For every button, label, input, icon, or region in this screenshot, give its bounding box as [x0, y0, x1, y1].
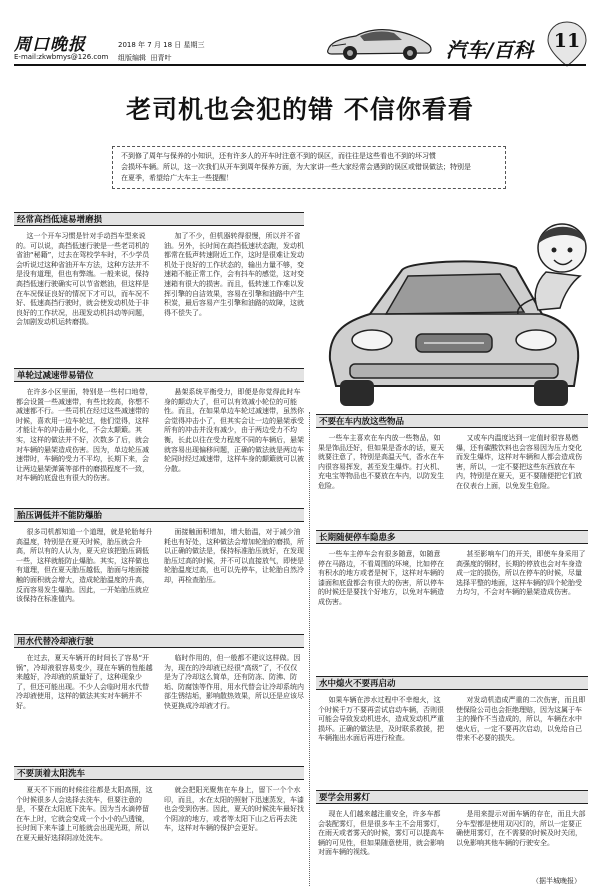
paragraph: 甚至影响车门的开关，即使车身采用了高强度的钢材，长期的停放也会对车身造成一定的损伤，所以在停车的时候，尽量选择平整的地面，这样车辆的四个轮胎受力均匀，不会对车辆的悬架造成伤害。: [456, 550, 586, 597]
section-3-column-right: [164, 528, 304, 626]
lead-line: 会损坏车辆。所以，这一次我们从开车到周年保养方面，为大家讲一些大家经常会遇到的误区或错误做法；特别是: [121, 163, 471, 171]
section-7-column-left: [318, 550, 446, 668]
newspaper-name: 周口晚报: [14, 35, 86, 55]
paragraph: 在过去，夏天车辆开的时间长了容易“开锅”，冷却液很容易变少，现在车辆的性能越来越好，冷却液的质量好了，这种现象少了，但还可能出现。不少人会临时用水代替冷却液使用，这样的做法其实对车辆并不好。: [16, 654, 153, 710]
section-3-column-left: [16, 528, 154, 626]
section-heading-3: 胎压调低并不能防爆胎: [14, 508, 304, 522]
editor-label: 组版编辑: [118, 54, 146, 62]
editor-name: 田青叶: [150, 54, 172, 62]
paragraph: 一些车主停车会有很多随意，如随意停在马路边，不看周围的环境，比如停在有积水的地方或者是树下，这样对车辆的漆面和底盘都会有很大的伤害，所以停车的时候还是要找个好地方，以免对车辆造成伤害。: [318, 550, 444, 606]
section-heading-5: 不要顶着太阳洗车: [14, 766, 304, 780]
section-5-column-right: [164, 786, 304, 884]
section-heading-6: 不要在车内放这些物品: [316, 414, 588, 428]
section-8-column-left: [318, 696, 446, 782]
article-source: （据半城晚报）: [532, 877, 581, 885]
section-9-column-right: [456, 810, 588, 874]
paragraph: 现在人们越来越注重安全，许多车都会装配雾灯，但是很多车主不会用雾灯，在雨天或者雾天的时候，雾灯可以提高车辆的可见性，但如果随意使用，就会影响对面车辆的视线。: [318, 810, 444, 857]
headline: 老司机也会犯的错 不信你看看: [126, 95, 474, 124]
paragraph: 加了不少，但机器转得很慢，所以并不省油。另外，长时间在高挡低速状态跑，发动机都常在低声转速附近工作，这时是很难让发动机处于良好的工作状态的，输出力量不够，变速箱不能正常工作，会有抖车的感觉，这对变速箱有很大的损害。而且，低转速工作难以发挥引擎的自洁效果，容易在引擎和油路中产生积炭，最后容易产生引擎和油路的故障，这就得不偿失了。: [164, 232, 304, 317]
section-2-column-left: [16, 388, 154, 500]
paragraph: 悬架系统平衡受力，即便是你觉得此时车身的颠动大了，但可以有效减小轮位的可能性。而且，在如果单边车轮过减速带，虽然你会觉得冲击小了，但其实会让一边的悬架承受所有的冲击并没有减少，由于两边受力不均衡，长此以往在受力程度不同的车辆后，悬架就容易出现偏移问题，正确的做法就是两边车轮同时经过减速带，这样车身的颠簸就可以被分散。: [164, 388, 304, 473]
car-driver-illustration: [310, 210, 596, 412]
paragraph: 面接触面积增加，增大胎温，对于减少油耗也有好处，这种做法会增加轮胎的磨损，所以正确的做法是，保持标准胎压就好，在发现胎压过高的时候，并不可以直接放气，即使是轮胎温度过高，也可以先停车，让轮胎自然冷却，再检查胎压。: [164, 528, 304, 584]
section-2-column-right: [164, 388, 304, 500]
section-1-column-left: [16, 232, 154, 356]
paragraph: 夏天不下雨的时候往往都是太阳高照，这个时候很多人会选择去洗车，但要注意的是，不要在太阳底下洗车。因为当水滴停留在车上时，它就会变成一个小小的凸透镜，长时间下来车漆上可能就会出现光斑，所以在夏天最好选择阴凉处洗车。: [16, 786, 153, 842]
lead-paragraph: [112, 146, 506, 189]
page-number: 11: [553, 30, 581, 52]
lead-line: 在夏季，希望给广大车主一些提醒！: [121, 174, 233, 182]
section-7-column-right: [456, 550, 588, 668]
section-1-column-right: [164, 232, 304, 356]
paragraph: 就会把阳光聚焦在车身上，留下一个个水印，而且，水在太阳的照射下迅速蒸发，车漆也会受到伤害。因此，夏天的时候洗车最好找个阴凉的地方，或者等太阳下山之后再去洗车，这样对车辆的保护会更好。: [164, 786, 304, 833]
section-9-column-left: [318, 810, 446, 884]
section-heading-2: 单轮过减速带易错位: [14, 368, 304, 382]
section-8-column-right: [456, 696, 588, 782]
section-heading-8: 水中熄火不要再启动: [316, 676, 588, 690]
sports-car-icon: [322, 22, 434, 62]
paragraph: 如果车辆在涉水过程中不幸熄火，这个时候千万不要再尝试启动车辆，否则很可能会导致发动机进水，造成发动机严重损坏。正确的做法是，及时联系救援，把车辆拖出水面后再进行检查。: [318, 696, 444, 743]
weekday-text: 星期三: [183, 41, 205, 49]
section-6-column-right: [456, 434, 588, 522]
column-divider: [309, 412, 310, 886]
section-title: 汽车/百科: [446, 38, 534, 62]
paragraph: 是用来提示对面车辆的存在，而且大部分车型都是使用双闪灯的，所以一定要正确使用雾灯，在不需要的时候及时关闭，以免影响其他车辆的行驶安全。: [456, 810, 586, 847]
section-heading-4: 用水代替冷却液行驶: [14, 634, 304, 648]
section-6-column-left: [318, 434, 446, 522]
paragraph: 在许多小区里面，特别是一些村口地带，都会设置一些减速带，有些比较高，你想不减速都不行。一些司机在经过这些减速带的时候，喜欢用一边车轮过，他们觉得，这样才能让车的冲击最小化，不会太颠簸。其实，这样的做法并不好，次数多了后，就会对车辆的悬架造成伤害。因为，单边轮压减速带时，车辆的受力不平均，长期下来，会让两边悬架弹簧等部件的磨损程度不一致，对车辆的底盘也有很大的伤害。: [16, 388, 153, 483]
section-4-column-left: [16, 654, 154, 754]
issue-date: [118, 40, 205, 50]
paragraph: 对发动机造成严重的二次伤害，而且即使保险公司也会拒绝理赔，因为这属于车主的操作不当造成的，所以，车辆在水中熄火后，一定不要再次启动，以免给自己带来不必要的损失。: [456, 696, 586, 743]
paragraph: 很多司机都知道一个道理，就是轮胎每升高温度，特别是在夏天时候，胎压就会升高，所以有的人认为，夏天应该把胎压调低一些，这样就能防止爆胎。其实，这样做也有道理，但在夏天胎压越低，胎面与地面接触的面积就会增大，造成轮胎温度的升高，反而容易发生爆胎。因此，一开始胎压就应该保持在标准值内。: [16, 528, 153, 604]
section-4-column-right: [164, 654, 304, 754]
section-heading-9: 要学会用雾灯: [316, 790, 588, 804]
paragraph: 又或车内温度达到一定值时很容易燃爆，还有碳酸饮料也会容易因为压力变化而发生爆炸，这样对车辆和人都会造成伤害，所以，一定不要把这些东西放在车内，特别是在夏天，更不要随便把它们放在仪表台上面，以免发生危险。: [456, 434, 582, 490]
newspaper-email: E-mail:zkwbmys@126.com: [14, 53, 109, 61]
section-heading-1: 经常高挡低速易增磨损: [14, 212, 304, 226]
section-5-column-left: [16, 786, 154, 884]
lead-line: 不到修了周年与保养的小知识，还有许多人的开车时注意不到的误区，而往往是这些看也不到的坏习惯: [121, 152, 436, 160]
paragraph: 一些车主喜欢在车内放一些物品，如果是饰品还好，但如果是香水的话，夏天就要注意了，特别是高温天气，香水在车内很容易挥发，甚至发生爆炸。打火机、充电宝等物品也不要放在车内，以防发生危险。: [318, 434, 444, 490]
paragraph: 这一个开车习惯是针对手动挡车型来说的。可以说，高挡低速行驶是一些老司机的省油“秘籍”，过去在驾校学车时，不少学员会听说过这种省油开车方法，这种方法并不是没有道理，但也有弊端。一般来说，保持高挡低速行驶确实可以节省燃油，但这样是在车况保证良好的情况下才可以，而车况不好、低速高挡行驶时，就会使发动机处于非良好的工作状况，出现发动机抖动等问题，会加剧发动机运转磨损。: [16, 232, 150, 327]
editor-credit: [118, 53, 171, 63]
header-rule: [14, 64, 586, 66]
paragraph: 临时作用的，但一般都不建议这样做。因为，现在的冷却液已经很“高级”了，不仅仅是为了冷却这么简单，还有防冻、防沸、防垢、防腐蚀等作用，用水代替会让冷却系统内部生锈结垢，影响散热效果，所以还是应该尽快更换成冷却液才行。: [164, 654, 304, 710]
date-text: 2018 年 7 月 18 日: [118, 41, 182, 49]
section-heading-7: 长期随便停车隐患多: [316, 530, 588, 544]
